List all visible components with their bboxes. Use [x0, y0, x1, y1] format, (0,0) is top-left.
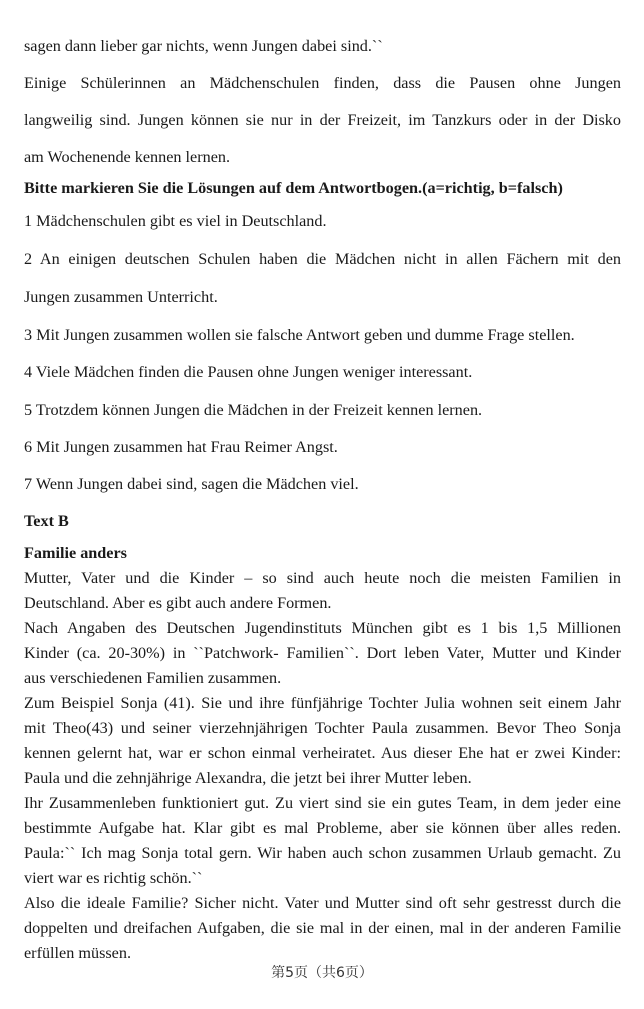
- text-b-line-13: viert war es richtig schön.``: [24, 869, 203, 887]
- text-a-para2-line-3: am Wochenende kennen lernen.: [24, 148, 231, 166]
- text-b-line-10: Ihr Zusammenleben funktioniert gut. Zu viert sind sie ein gutes Team, in dem jeder eine: [24, 794, 621, 812]
- text-a-para2-line-2: langweilig sind. Jungen können sie nur in der Freizeit, im Tanzkurs oder in der Disko: [24, 111, 621, 129]
- text-b-heading: Text B: [24, 512, 69, 530]
- question-5: 5 Trotzdem können Jungen die Mädchen in der Freizeit kennen lernen.: [24, 401, 483, 419]
- text-b-line-7: mit Theo(43) und seiner vierzehnjährigen Tochter Paula zusammen. Bevor Theo Sonja: [24, 719, 621, 737]
- question-7: 7 Wenn Jungen dabei sind, sagen die Mädchen viel.: [24, 475, 359, 493]
- text-b-line-6: Zum Beispiel Sonja (41). Sie und ihre fünfjährige Tochter Julia wohnen seit einem Jahr: [24, 694, 621, 712]
- text-b-line-16: erfüllen müssen.: [24, 944, 131, 962]
- text-b-line-14: Also die ideale Familie? Sicher nicht. Vater und Mutter sind oft sehr gestresst durch die: [24, 894, 621, 912]
- question-3: 3 Mit Jungen zusammen wollen sie falsche Antwort geben und dumme Frage stellen.: [24, 326, 575, 344]
- text-b-line-9: Paula und die zehnjährige Alexandra, die jetzt bei ihrer Mutter leben.: [24, 769, 472, 787]
- text-b-line-8: kennen gelernt hat, war er schon einmal verheiratet. Aus dieser Ehe hat er zwei Kinder:: [24, 744, 621, 762]
- question-2-line-2: Jungen zusammen Unterricht.: [24, 288, 218, 306]
- text-b-line-3: Nach Angaben des Deutschen Jugendinstituts München gibt es 1 bis 1,5 Millionen: [24, 619, 621, 637]
- question-4: 4 Viele Mädchen finden die Pausen ohne Jungen weniger interessant.: [24, 363, 473, 381]
- text-a-line-1: sagen dann lieber gar nichts, wenn Jungen dabei sind.``: [24, 37, 383, 55]
- text-b-line-2: Deutschland. Aber es gibt auch andere Formen.: [24, 594, 332, 612]
- text-b-line-1: Mutter, Vater und die Kinder – so sind auch heute noch die meisten Familien in: [24, 569, 621, 587]
- text-b-line-5: aus verschiedenen Familien zusammen.: [24, 669, 282, 687]
- text-b-line-12: Paula:`` Ich mag Sonja total gern. Wir haben auch schon zusammen Urlaub gemacht. Zu: [24, 844, 621, 862]
- text-b-line-4: Kinder (ca. 20-30%) in ``Patchwork- Familien``. Dort leben Vater, Mutter und Kinder: [24, 644, 621, 662]
- text-b-title: Familie anders: [24, 544, 127, 562]
- text-b-line-11: bestimmte Aufgabe hat. Klar gibt es mal Probleme, aber sie können über alles reden.: [24, 819, 621, 837]
- question-6: 6 Mit Jungen zusammen hat Frau Reimer Angst.: [24, 438, 338, 456]
- text-a-para2-line-1: Einige Schülerinnen an Mädchenschulen finden, dass die Pausen ohne Jungen: [24, 74, 621, 92]
- instruction-heading: Bitte markieren Sie die Lösungen auf dem Antwortbogen.(a=richtig, b=falsch): [24, 179, 563, 197]
- page-number-footer: 第5页（共6页）: [271, 965, 373, 981]
- question-1: 1 Mädchenschulen gibt es viel in Deutschland.: [24, 212, 327, 230]
- question-2-line-1: 2 An einigen deutschen Schulen haben die Mädchen nicht in allen Fächern mit den: [24, 250, 621, 268]
- text-b-line-15: doppelten und dreifachen Aufgaben, die sie mal in der einen, mal in der anderen Familie: [24, 919, 621, 937]
